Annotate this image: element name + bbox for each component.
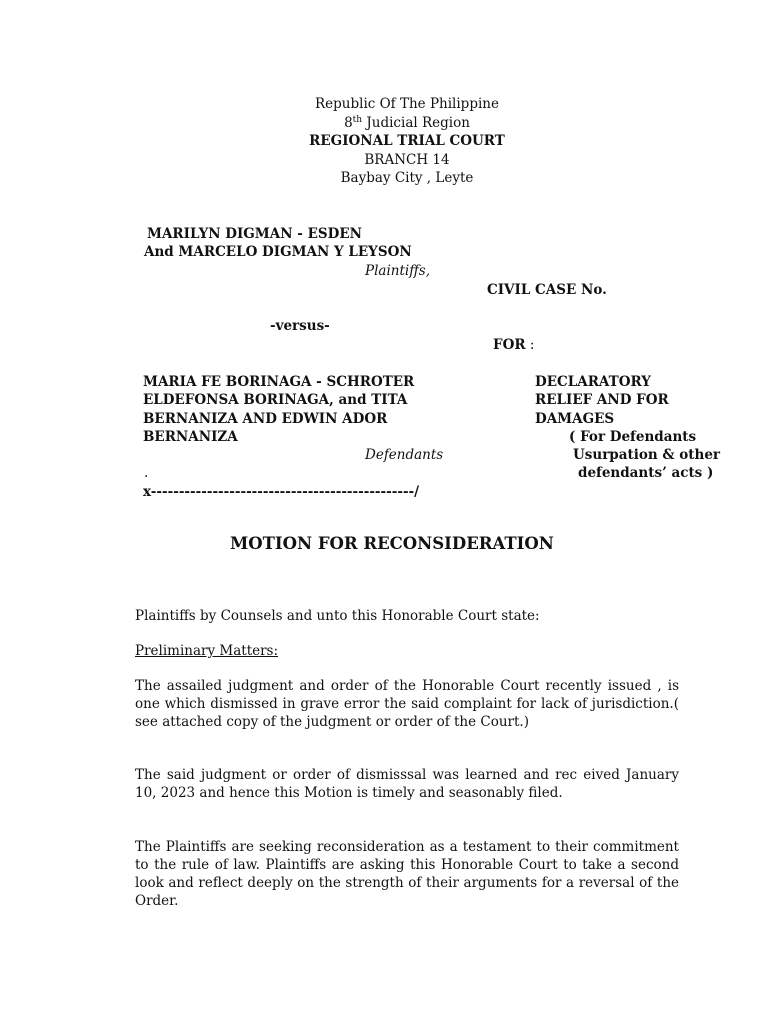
nature-line-4: ( For Defendants [569,429,697,445]
judicial-region-line: 8th Judicial Region [344,114,470,131]
intro-statement: Plaintiffs by Counsels and unto this Honorable Court state: [135,608,540,624]
defendant-line-2: ELDEFONSA BORINAGA, and TITA [143,392,408,408]
court-header [0,95,768,188]
plaintiff-name-2: And MARCELO DIGMAN Y LEYSON [144,244,412,260]
for-label: FOR : [493,337,535,353]
defendants-label: Defendants [365,447,444,463]
nature-line-1: DECLARATORY [535,374,651,390]
section-heading: Preliminary Matters: [135,643,279,659]
defendant-line-3: BERNANIZA AND EDWIN ADOR [143,411,388,427]
paragraph-1: The assailed judgment and order of the Honorable Court recently issued , is one which dismissed in grave error the said complaint for lack of jurisdiction.( see attached copy of the judgment or order of the Court.) [135,678,679,730]
ordinal-suffix: th [352,114,363,125]
paragraph-2: The said judgment or order of dismisssal was learned and rec eived January 10, 2023 and hence this Motion is timely and seasonably filed. [135,767,679,801]
location-line: Baybay City , Leyte [340,170,474,186]
defendant-line-4: BERNANIZA [143,429,238,445]
defendant-line-1: MARIA FE BORINAGA - SCHROTER [143,374,415,390]
nature-line-5: Usurpation & other [573,447,721,463]
court-name: REGIONAL TRIAL COURT [309,133,505,149]
paragraph-3: The Plaintiffs are seeking reconsideration as a testament to their commitment to the rule of law. Plaintiffs are asking this Honorable Court to take a second look and reflect deeply on the strength of their arguments for a reversal of the Order. [135,839,679,909]
plaintiffs-label: Plaintiffs, [365,263,430,279]
branch-line: BRANCH 14 [364,151,450,168]
nature-line-2: RELIEF AND FOR [535,392,669,408]
republic-line: Republic Of The Philippine [315,96,499,112]
nature-line-6: defendants’ acts ) [578,465,714,481]
caption-dot: . [144,465,149,481]
versus-label: -versus- [270,318,330,334]
document-title: MOTION FOR RECONSIDERATION [230,534,554,553]
nature-line-3: DAMAGES [535,411,615,427]
caption-separator: x-----------------------------------------------/ [143,484,420,500]
plaintiff-name-1: MARILYN DIGMAN - ESDEN [147,226,362,242]
civil-case-number: CIVIL CASE No. [487,282,607,298]
